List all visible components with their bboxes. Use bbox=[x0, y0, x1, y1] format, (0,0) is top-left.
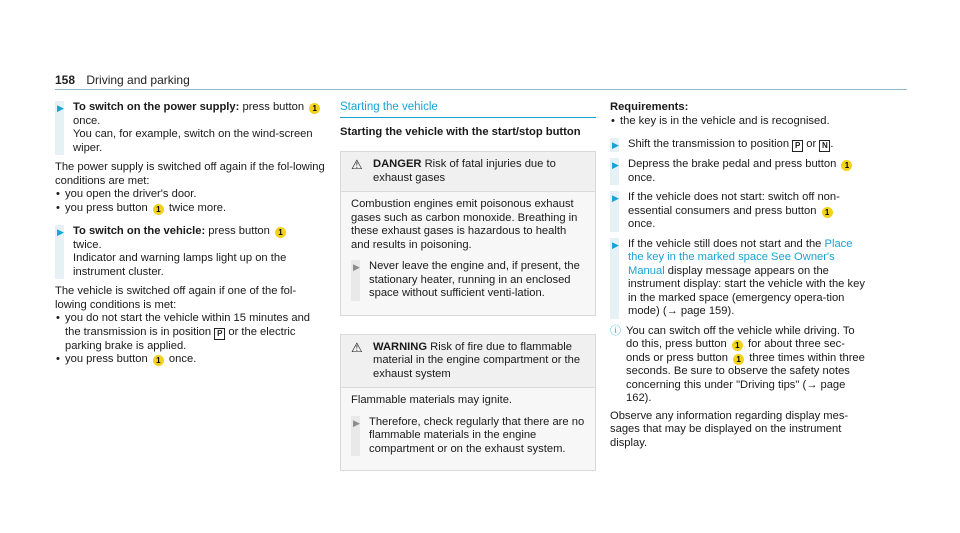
step-text: Never leave the engine and, if present, the stationary heater, running in an enclosed space without sufficient venti-lation. bbox=[369, 260, 580, 299]
page-ref-arrow-icon: → bbox=[806, 378, 818, 391]
list-item: • you do not start the vehicle within 15 minutes and the transmission is in position P or the electric parking brake is applied. bbox=[55, 312, 325, 353]
danger-heading: Risk of fatal injuries due to exhaust gases bbox=[373, 158, 556, 184]
paragraph: Observe any information regarding display mes-sages that may be displayed on the instrument display. bbox=[610, 409, 849, 449]
paragraph: The vehicle is switched off again if one of the fol-lowing conditions is met: bbox=[55, 285, 297, 311]
list-item: • you press button 1 twice more. bbox=[55, 202, 325, 216]
play-arrow-icon: ▶ bbox=[353, 417, 360, 428]
step-emergency bbox=[610, 238, 868, 319]
play-arrow-icon: ▶ bbox=[612, 140, 619, 150]
step-heading: To switch on the vehicle: bbox=[73, 225, 206, 237]
gear-p-icon: P bbox=[214, 328, 225, 340]
step-brake bbox=[610, 158, 868, 185]
play-arrow-icon: ▶ bbox=[612, 160, 619, 170]
button-badge: 1 bbox=[153, 204, 164, 215]
column-right bbox=[610, 101, 868, 450]
gear-p-icon: P bbox=[792, 140, 803, 152]
warning-text: Flammable materials may ignite. bbox=[351, 394, 513, 406]
gear-n-icon: N bbox=[819, 140, 830, 152]
warning-label: WARNING bbox=[373, 340, 428, 353]
page-section-title: Driving and parking bbox=[86, 73, 190, 87]
warning-triangle-icon: ⚠ bbox=[351, 339, 363, 355]
warning-header bbox=[341, 335, 595, 389]
step-body bbox=[73, 101, 325, 155]
step-text: You can, for example, switch on the wind-screen wiper. bbox=[73, 128, 313, 154]
list-item: • the key is in the vehicle and is recognised. bbox=[610, 115, 868, 129]
play-arrow-icon: ▶ bbox=[57, 227, 64, 237]
danger-step bbox=[351, 260, 585, 301]
info-note bbox=[610, 325, 868, 406]
step-text: press button bbox=[205, 225, 273, 237]
play-arrow-icon: ▶ bbox=[612, 239, 619, 250]
page-header bbox=[55, 73, 190, 87]
warning-triangle-icon: ⚠ bbox=[351, 157, 363, 172]
step-body bbox=[73, 225, 325, 279]
play-arrow-icon: ▶ bbox=[57, 103, 64, 113]
step-text: once. bbox=[73, 114, 101, 127]
section-rule bbox=[340, 117, 596, 118]
subsection-title: Starting the vehicle with the start/stop button bbox=[340, 125, 581, 138]
bullet-list bbox=[55, 188, 325, 215]
paragraph: The power supply is switched off again if the fol-lowing conditions are met: bbox=[55, 161, 325, 187]
bullet-list bbox=[55, 312, 325, 367]
warning-box bbox=[340, 334, 596, 472]
button-badge: 1 bbox=[841, 160, 852, 171]
requirements-label: Requirements: bbox=[610, 101, 689, 113]
section-title: Starting the vehicle bbox=[340, 101, 438, 113]
step-no-start bbox=[610, 191, 868, 232]
button-badge: 1 bbox=[733, 354, 744, 365]
step-body: Depress the brake pedal and press button 1 once. bbox=[628, 158, 868, 185]
button-badge: 1 bbox=[732, 340, 743, 351]
step-body: If the vehicle does not start: switch off non-essential consumers and press button 1 once. bbox=[628, 191, 840, 230]
warning-body bbox=[341, 388, 595, 470]
page-ref-arrow-icon: → bbox=[666, 305, 678, 317]
step-vehicle-on bbox=[55, 225, 325, 279]
note-body: You can switch off the vehicle while driving. To do this, press button 1 for about three sec-onds or press button 1 three times within three seconds. Be sure to observe the safety notes concerning this under "Driving tips" (→ page 162). bbox=[626, 324, 865, 404]
requirements-list bbox=[610, 115, 868, 129]
info-icon: ⓘ bbox=[610, 324, 621, 337]
step-text: twice. bbox=[73, 238, 102, 251]
step-text: Indicator and warning lamps light up on the instrument cluster. bbox=[73, 252, 287, 278]
button-badge: 1 bbox=[153, 355, 164, 366]
danger-text: Combustion engines emit poisonous exhaust gases such as carbon monoxide. Breathing in these exhaust gases is hazardous to health and results in poisoning. bbox=[351, 198, 578, 251]
step-heading: To switch on the power supply: bbox=[73, 101, 240, 113]
button-badge: 1 bbox=[275, 227, 286, 238]
step-shift bbox=[610, 138, 868, 152]
page-number: 158 bbox=[55, 73, 76, 87]
step-body: If the vehicle still does not start and the Place the key in the marked space See Owner's Manual display message appears on the instrument display: start the vehicle with the key in the marked space (emergency opera-tion mode) (→ page 159). bbox=[628, 237, 865, 317]
list-item: • you open the driver's door. bbox=[55, 188, 325, 202]
danger-header bbox=[341, 152, 595, 192]
column-middle bbox=[340, 101, 596, 489]
danger-body bbox=[341, 192, 595, 315]
danger-box bbox=[340, 151, 596, 316]
column-left bbox=[55, 101, 325, 373]
button-badge: 1 bbox=[822, 207, 833, 218]
play-arrow-icon: ▶ bbox=[353, 262, 360, 272]
step-text: press button bbox=[239, 101, 308, 113]
header-rule bbox=[55, 89, 907, 90]
display-message-link[interactable]: Place the key in the marked space See Owner's Manual bbox=[628, 237, 853, 277]
step-body: Shift the transmission to position P or N . bbox=[628, 138, 834, 150]
step-power-supply bbox=[55, 101, 325, 155]
list-item: • you press button 1 once. bbox=[55, 353, 325, 367]
button-badge: 1 bbox=[309, 103, 320, 114]
warning-step bbox=[351, 416, 585, 457]
play-arrow-icon: ▶ bbox=[612, 193, 619, 203]
step-text: Therefore, check regularly that there are no flammable materials in the engine compartment or on the exhaust system. bbox=[369, 415, 585, 455]
danger-label: DANGER bbox=[373, 158, 422, 170]
warning-heading: Risk of fire due to flammable material in the engine compartment or the exhaust system bbox=[373, 340, 581, 380]
